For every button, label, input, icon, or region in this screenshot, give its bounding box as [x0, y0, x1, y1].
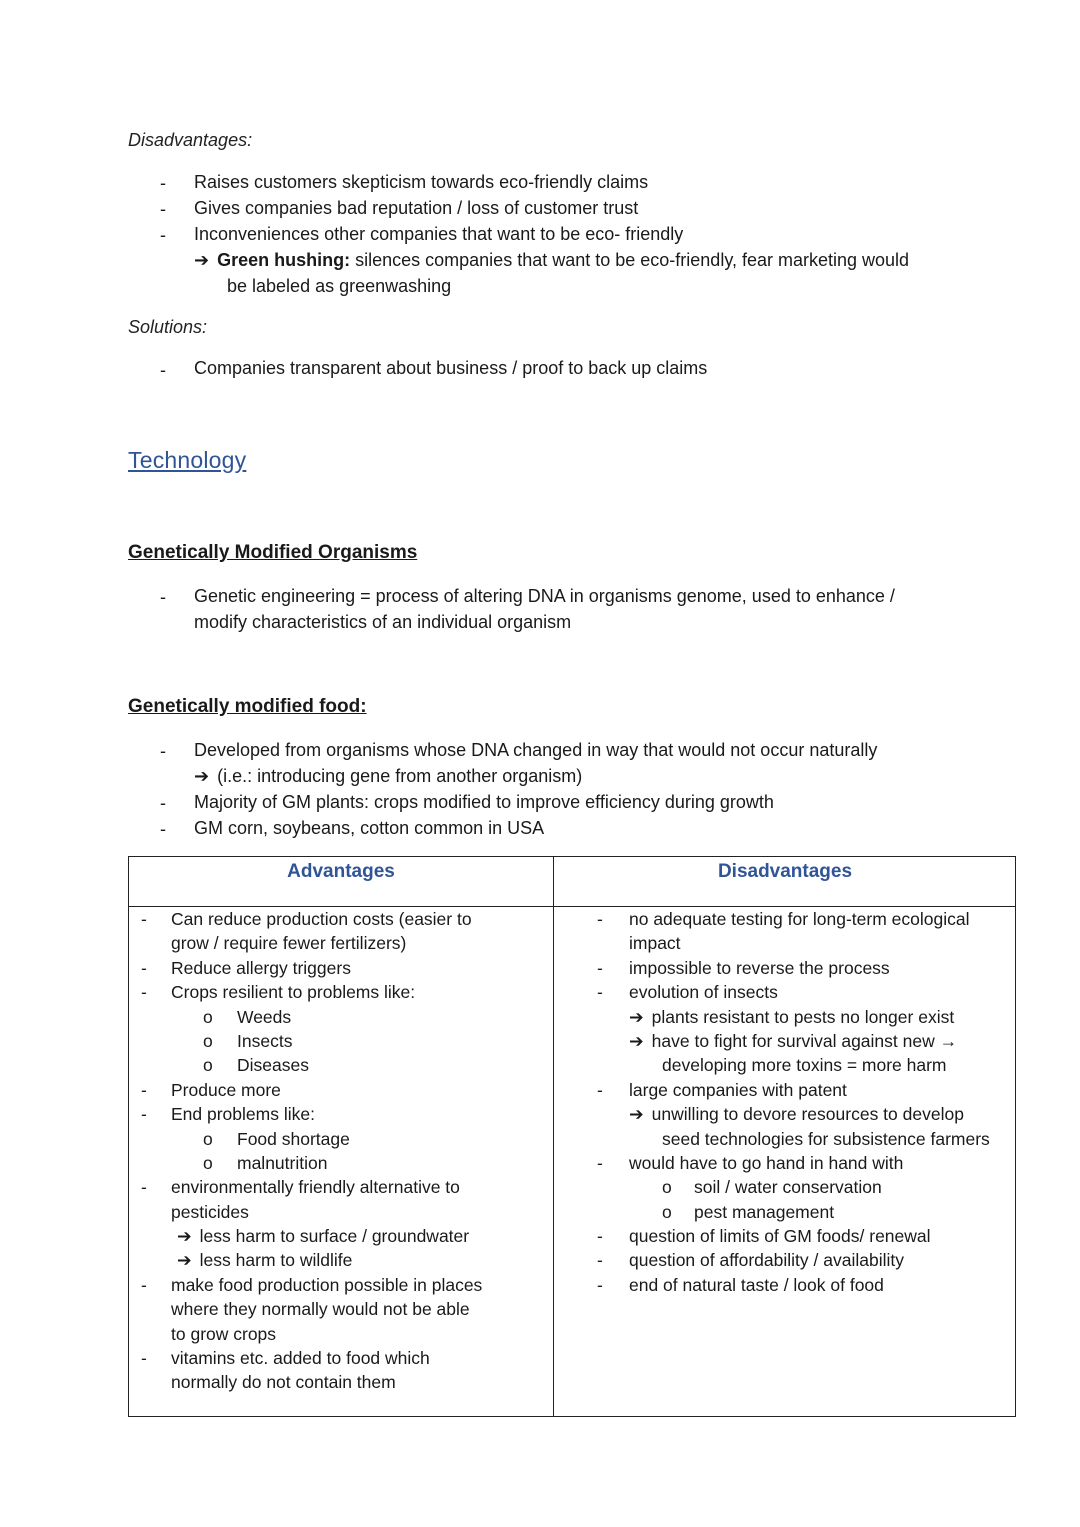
list-item: Companies transparent about business / proof to back up claims — [194, 358, 708, 378]
list-item: would have to go hand in hand with — [629, 1152, 904, 1173]
disadvantages-cell: - no adequate testing for long-term ecological impact - impossible to reverse the process - evolution of insects ➔ plants resistant to pests no longer exist ➔ have to fight for survival against new → developing more toxins = more harm - large companies with patent ➔ unwilling to devore resources to develop seed technologies for subsistence farmers - would have to go hand in hand with o soil / water conservation o pest management - question of limits of GM foods/ renewal - question of affordability / availability - end of natural taste / look of food — [597, 909, 990, 1295]
section-heading-technology: Technology — [128, 447, 247, 473]
list-item: evolution of insects — [629, 982, 778, 1003]
arrow-right-icon: ➔ — [629, 1104, 644, 1125]
list-item-continuation: normally do not contain them — [171, 1372, 396, 1393]
arrow-list-item: less harm to wildlife — [199, 1250, 353, 1271]
sub-list-item: Diseases — [237, 1055, 309, 1076]
table-header-disadvantages: Disadvantages — [717, 861, 853, 882]
list-item: Can reduce production costs (easier to — [171, 909, 472, 929]
circle-bullet-icon: o — [662, 1177, 672, 1198]
bullet-dash: - — [160, 793, 166, 813]
arrow-right-icon: ➔ — [629, 1006, 644, 1027]
term-definition: silences companies that want to be eco-friendly, fear marketing would — [350, 250, 910, 270]
disadvantages-label: Disadvantages: — [128, 130, 253, 150]
arrow-list-item: plants resistant to pests no longer exist — [651, 1006, 955, 1027]
list-item: GM corn, soybeans, cotton common in USA — [194, 818, 545, 838]
arrow-list-item-continuation: developing more toxins = more harm — [662, 1055, 947, 1076]
list-item-continuation: where they normally would not be able — [171, 1299, 470, 1320]
subheading-gmo: Genetically Modified Organisms — [128, 542, 418, 563]
gmo-definition-line: Genetic engineering = process of altering DNA in organisms genome, used to enhance / — [194, 586, 895, 606]
arrow-list-item-continuation: be labeled as greenwashing — [227, 276, 452, 296]
bullet-dash: - — [160, 199, 166, 219]
arrow-right-icon: ➔ — [629, 1030, 644, 1051]
bullet-dash: - — [160, 225, 166, 245]
bullet-dash: - — [160, 360, 166, 380]
table-column-divider — [553, 857, 554, 1416]
bullet-dash: - — [160, 587, 166, 607]
arrow-right-icon: ➔ — [177, 1226, 192, 1247]
sub-list-item: pest management — [694, 1201, 835, 1222]
list-item: environmentally friendly alternative to — [171, 1177, 460, 1198]
table-header-advantages: Advantages — [287, 861, 395, 882]
list-item-continuation: impact — [629, 933, 681, 954]
list-item: Produce more — [171, 1079, 281, 1100]
list-item: Raises customers skepticism towards eco-friendly claims — [194, 172, 649, 192]
gmo-definition-line: modify characteristics of an individual organism — [194, 612, 572, 632]
sub-list-item: Weeds — [237, 1006, 292, 1027]
circle-bullet-icon: o — [203, 1152, 213, 1173]
bullet-dash: - — [160, 173, 166, 193]
arrow-right-icon: ➔ — [194, 766, 210, 786]
advantages-cell: - Can reduce production costs (easier to grow / require fewer fertilizers) - Reduce allergy triggers - Crops resilient to problems like: o Weeds o Insects o Diseases - Produce more - End problems like: o Food shortage o malnutrition - environmentally friendly alternative to pesticides ➔ less harm to surface / groundwater ➔ less harm to wildlife - make food production possible in places where they normally would not be able to grow crops - vitamins etc. added to food which normally do not contain them — [141, 909, 483, 1393]
arrow-list-item: less harm to surface / groundwater — [199, 1226, 470, 1247]
arrow-list-item: have to fight for survival against new → — [651, 1030, 958, 1051]
arrow-list-item — [194, 247, 909, 273]
arrow-item-text: (i.e.: introducing gene from another organism) — [217, 766, 583, 786]
gm-food-table — [128, 856, 1016, 1417]
list-item: make food production possible in places — [171, 1274, 483, 1295]
list-item: question of limits of GM foods/ renewal — [629, 1226, 931, 1247]
solutions-label: Solutions: — [128, 317, 208, 337]
circle-bullet-icon: o — [203, 1128, 213, 1149]
list-item: Majority of GM plants: crops modified to improve efficiency during growth — [194, 792, 774, 812]
list-item: Gives companies bad reputation / loss of customer trust — [194, 198, 639, 218]
arrow-list-item — [194, 763, 582, 789]
bullet-dash: - — [160, 741, 166, 761]
list-item: large companies with patent — [629, 1079, 847, 1100]
circle-bullet-icon: o — [203, 1055, 213, 1076]
list-item: Reduce allergy triggers — [171, 957, 351, 978]
list-item-continuation: grow / require fewer fertilizers) — [171, 933, 407, 954]
list-item-continuation: to grow crops — [171, 1323, 277, 1344]
arrow-list-item-continuation: seed technologies for subsistence farmers — [662, 1128, 990, 1149]
list-item: End problems like: — [171, 1104, 315, 1125]
term-green-hushing: Green hushing: — [217, 250, 351, 270]
arrow-list-item: unwilling to devore resources to develop — [651, 1104, 964, 1125]
list-item: vitamins etc. added to food which — [171, 1348, 430, 1369]
sub-list-item: Insects — [237, 1030, 293, 1051]
list-item: Inconveniences other companies that want to be eco- friendly — [194, 224, 684, 244]
sub-list-item: malnutrition — [237, 1152, 328, 1173]
sub-list-item: Food shortage — [237, 1128, 350, 1149]
list-item: Crops resilient to problems like: — [171, 982, 416, 1003]
list-item: impossible to reverse the process — [629, 957, 890, 978]
circle-bullet-icon: o — [203, 1006, 213, 1027]
arrow-right-icon: ➔ — [194, 250, 210, 270]
bullet-dash: - — [160, 819, 166, 839]
list-item: no adequate testing for long-term ecological — [629, 909, 970, 929]
circle-bullet-icon: o — [662, 1201, 672, 1222]
list-item-continuation: pesticides — [171, 1201, 249, 1222]
subheading-gm-food: Genetically modified food: — [128, 696, 367, 717]
sub-list-item: soil / water conservation — [694, 1177, 882, 1198]
list-item: end of natural taste / look of food — [629, 1274, 884, 1295]
list-item: Developed from organisms whose DNA changed in way that would not occur naturally — [194, 740, 878, 760]
arrow-right-icon: ➔ — [177, 1250, 192, 1271]
list-item: question of affordability / availability — [629, 1250, 904, 1271]
circle-bullet-icon: o — [203, 1030, 213, 1051]
